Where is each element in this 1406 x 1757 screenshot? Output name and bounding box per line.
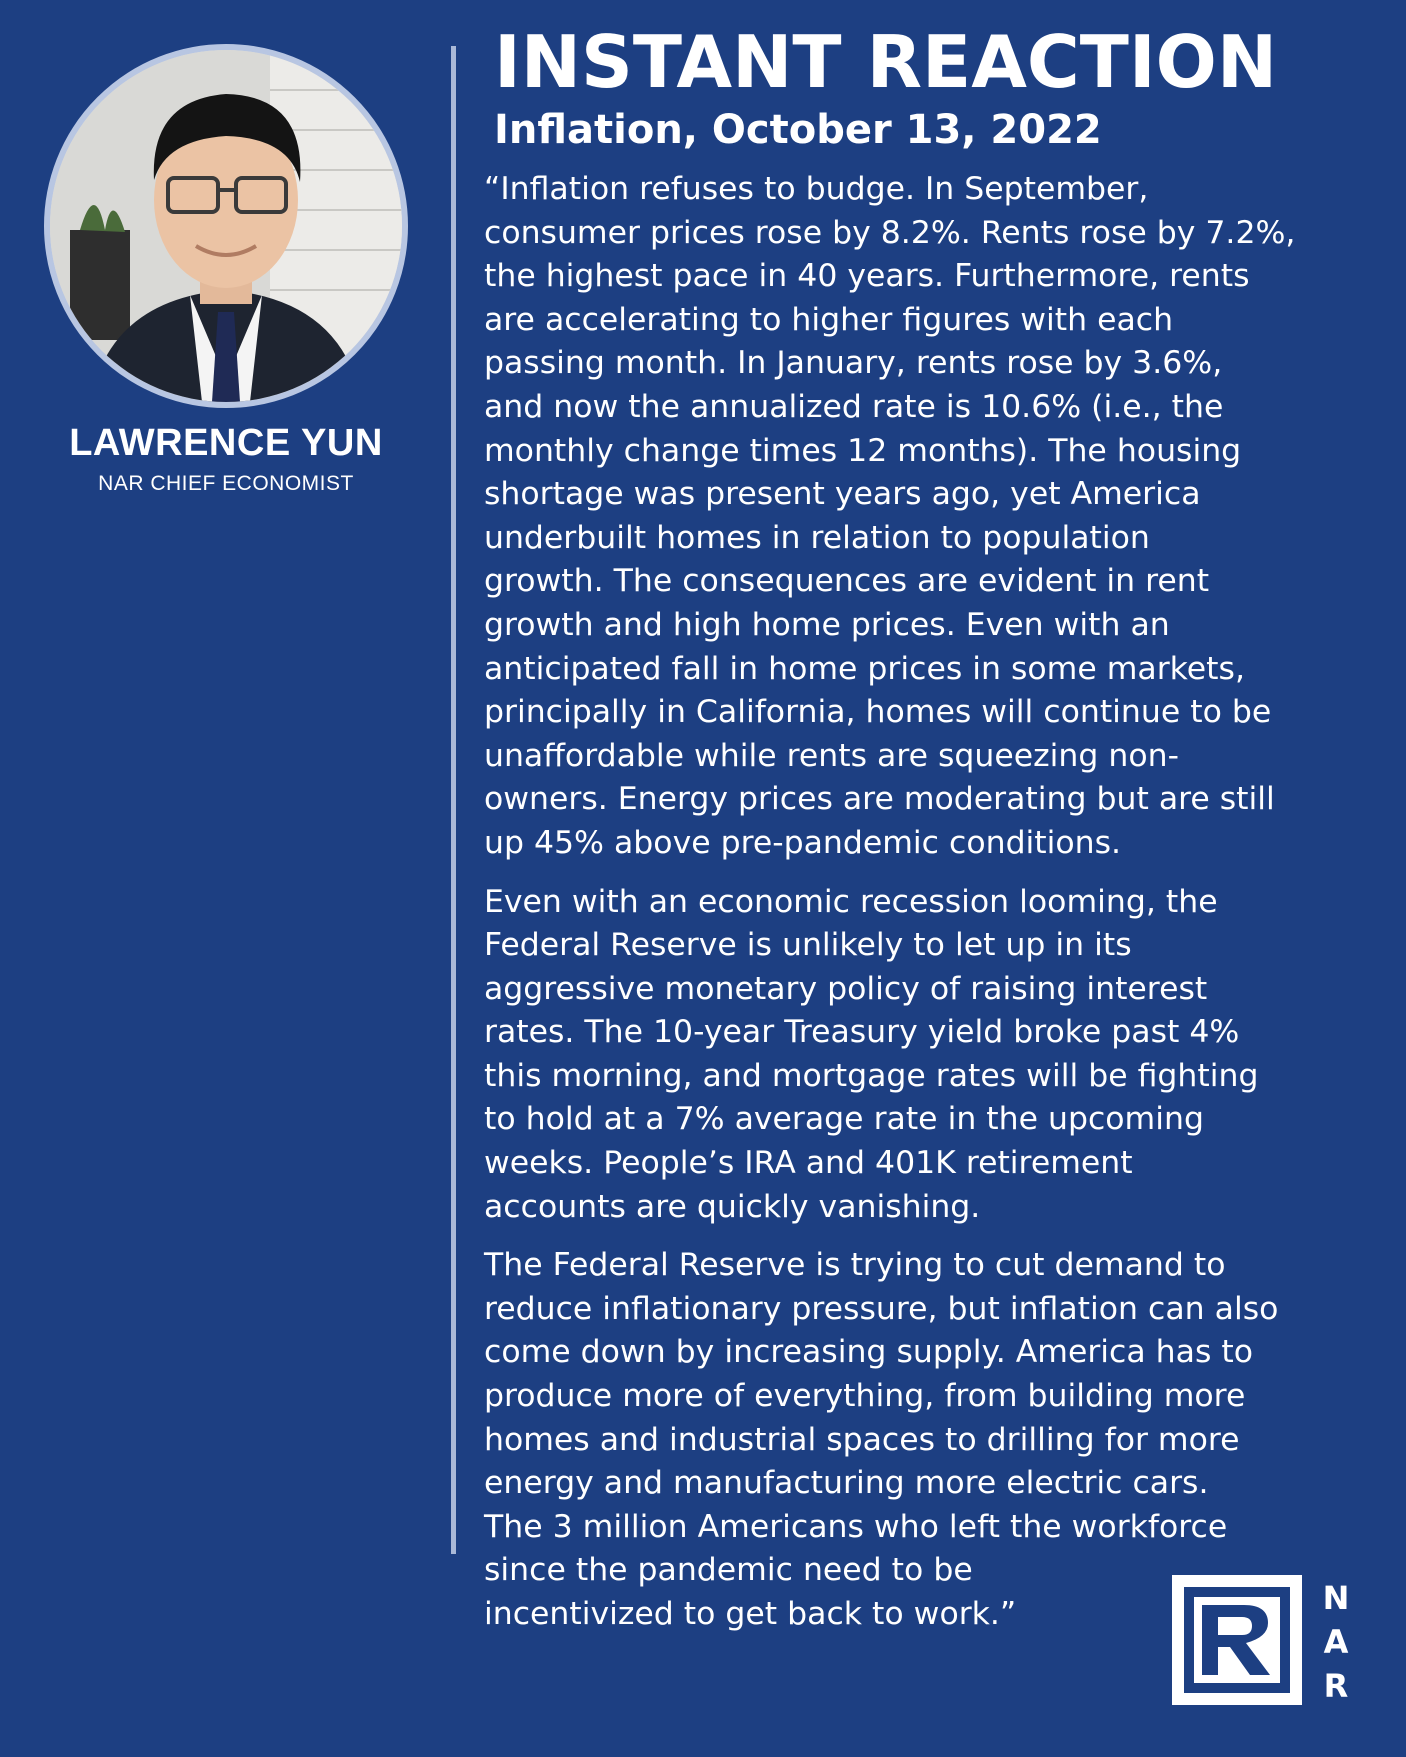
quote-body bbox=[484, 168, 1404, 1652]
quote-line: shortage was present years ago, yet America bbox=[484, 476, 1201, 513]
nar-logo bbox=[1172, 1575, 1302, 1705]
vertical-divider bbox=[451, 46, 456, 1554]
logo-letter-r: R bbox=[1323, 1667, 1349, 1705]
logo-letter-a: A bbox=[1323, 1623, 1349, 1661]
quote-line: since the pandemic need to be bbox=[484, 1552, 973, 1589]
quote-line: owners. Energy prices are moderating but are still bbox=[484, 781, 1275, 818]
quote-line: are accelerating to higher figures with each bbox=[484, 301, 1174, 338]
quote-line: rates. The 10-year Treasury yield broke past 4% bbox=[484, 1014, 1240, 1051]
quote-line: underbuilt homes in relation to population bbox=[484, 519, 1150, 556]
logo-letter-n: N bbox=[1322, 1579, 1350, 1617]
quote-line: accounts are quickly vanishing. bbox=[484, 1188, 981, 1225]
quote-paragraph-1 bbox=[484, 168, 1404, 866]
quote-line: Even with an economic recession looming, the bbox=[484, 883, 1218, 920]
quote-line: aggressive monetary policy of raising interest bbox=[484, 970, 1208, 1007]
portrait-photo bbox=[44, 44, 408, 408]
quote-line: and now the annualized rate is 10.6% (i.e., the bbox=[484, 388, 1224, 425]
quote-line: The Federal Reserve is trying to cut demand to bbox=[484, 1247, 1226, 1284]
quote-line: monthly change times 12 months). The housing bbox=[484, 432, 1242, 469]
quote-line: The 3 million Americans who left the workforce bbox=[484, 1508, 1228, 1545]
quote-line: Federal Reserve is unlikely to let up in its bbox=[484, 927, 1132, 964]
quote-line: growth. The consequences are evident in rent bbox=[484, 563, 1210, 600]
quote-line: anticipated fall in home prices in some markets, bbox=[484, 650, 1245, 687]
quote-line: principally in California, homes will continue to be bbox=[484, 694, 1272, 731]
quote-line: up 45% above pre-pandemic conditions. bbox=[484, 824, 1122, 861]
headline: INSTANT REACTION bbox=[494, 20, 1278, 104]
quote-line: homes and industrial spaces to drilling for more bbox=[484, 1421, 1240, 1458]
quote-line: unaffordable while rents are squeezing non- bbox=[484, 737, 1179, 774]
quote-line: produce more of everything, from building more bbox=[484, 1378, 1246, 1415]
person-title: NAR CHIEF ECONOMIST bbox=[98, 472, 354, 495]
quote-line: the highest pace in 40 years. Furthermore, rents bbox=[484, 258, 1250, 295]
quote-line: “Inflation refuses to budge. In September, bbox=[484, 171, 1149, 207]
quote-line: energy and manufacturing more electric cars. bbox=[484, 1465, 1209, 1502]
person-name: LAWRENCE YUN bbox=[69, 422, 383, 464]
quote-line: to hold at a 7% average rate in the upcoming bbox=[484, 1101, 1204, 1138]
portrait-icon bbox=[50, 50, 402, 402]
quote-paragraph-2 bbox=[484, 881, 1404, 1230]
quote-line: reduce inflationary pressure, but inflation can also bbox=[484, 1290, 1279, 1327]
realtor-r-icon bbox=[1172, 1575, 1302, 1705]
quote-line: growth and high home prices. Even with an bbox=[484, 606, 1170, 643]
quote-line: consumer prices rose by 8.2%. Rents rose by 7.2%, bbox=[484, 214, 1296, 251]
quote-line: weeks. People’s IRA and 401K retirement bbox=[484, 1145, 1133, 1182]
nar-letters bbox=[1316, 1576, 1356, 1708]
quote-line: incentivized to get back to work.” bbox=[484, 1596, 1017, 1632]
quote-line: this morning, and mortgage rates will be fighting bbox=[484, 1057, 1259, 1094]
subhead-date: Inflation, October 13, 2022 bbox=[494, 107, 1102, 153]
quote-line: come down by increasing supply. America has to bbox=[484, 1334, 1253, 1371]
quote-line: passing month. In January, rents rose by 3.6%, bbox=[484, 345, 1223, 382]
